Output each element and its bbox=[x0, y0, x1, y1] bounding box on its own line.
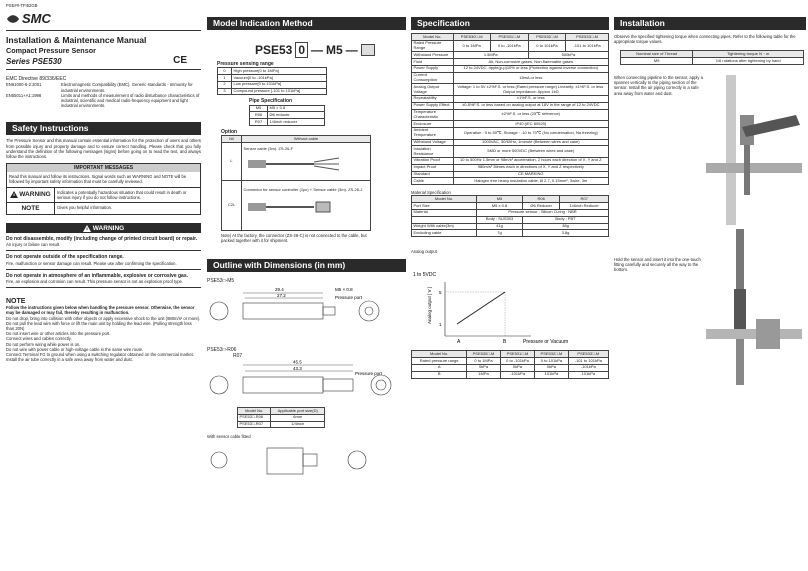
std2-text: Limits and methods of measurement of radio disturbance characteristics of industrial, scientific and medical radio-frequency equipment and light industrial environments. bbox=[61, 92, 200, 109]
outline-label-r06: PSE53□-R06 bbox=[207, 346, 237, 353]
safety-header: Safety Instructions bbox=[6, 122, 201, 135]
manual-subtitle: Compact Pressure Sensor bbox=[6, 46, 96, 56]
note-bullet: Connect Terminal FG to ground when using a switching regulator obtained on the commercial market. bbox=[6, 352, 194, 358]
spec-row: Power Supply Effect ±0.8%F.S. or less based on analog output at 18V in the range of 12 to 24VDC bbox=[412, 102, 609, 109]
doc-code: PSE##-TFI52GB bbox=[6, 3, 38, 8]
option-footnote: Note) At the factory, the connector (ZS-28-C) is not connected to the cable, but packed together with it for shipment. bbox=[221, 232, 367, 244]
note-label: NOTE bbox=[7, 203, 55, 214]
spec-row: Analog Output Voltage Voltage: 1 to 5V ±2%F.S. or less (Rated pressure range) Linearity: ±1%F.S. or less. Output impedance: Approx 1kΩ bbox=[412, 84, 609, 96]
r06-dimension-drawing bbox=[207, 359, 406, 407]
note-bullet: Do not wire with power cable or high-voltage cable in the same wire route. bbox=[6, 346, 144, 352]
outline-label-r07: R07 bbox=[233, 352, 243, 359]
connector-cable-image bbox=[244, 193, 354, 223]
spanner-install-image bbox=[706, 75, 802, 225]
spec-row: Cable Halogen free heavy insulation cable, Ø 2.7, 0.15mm², 3wire, 3m bbox=[412, 178, 609, 185]
model-code-prefix: PSE53 bbox=[255, 43, 293, 57]
svg-text:27.2: 27.2 bbox=[277, 292, 286, 298]
spec-row: Fluid Air, Non-corrosive gases, Non-flammable gases bbox=[412, 59, 609, 66]
warning-banner: WARNING bbox=[6, 223, 201, 233]
column-3 bbox=[411, 0, 609, 571]
note-bullet: Do not perform wiring while power is on. bbox=[6, 341, 81, 347]
torque-table: Nominal size of Thread Tightening torque N・m M5 1/6 rotations after tightening by hand bbox=[620, 50, 804, 65]
note-bullets bbox=[6, 316, 201, 363]
one-touch-fitting-image bbox=[706, 229, 802, 385]
option-table: Nil Without cable L Sensor cable (3m). ZS-26-F C2L Connector for sensor controller (1pc) + Sensor cable (3m). ZS-26-J bbox=[221, 135, 371, 231]
warning-list bbox=[6, 236, 201, 284]
material-header: Material Specification bbox=[411, 190, 451, 196]
model-code-pipe: M5 bbox=[326, 43, 343, 57]
svg-text:29.4: 29.4 bbox=[275, 286, 284, 292]
warning-triangle-icon bbox=[83, 225, 91, 232]
analog-header: Analog output bbox=[411, 249, 437, 255]
range-header: Pressure sensing range bbox=[217, 61, 274, 67]
install-intro: Observe the specified tightening torque when connecting pipes. Refer to the following table for the appropriate torque values. bbox=[614, 34, 796, 45]
analog-table: Model No. PSE530□-M PSE531□-M PSE532□-M PSE533□-M Rated pressure range 0 to 1MPa 0 to -101kPa 0 to 101kPa -101 to 101kPa A 0kPa 0kPa 0kPa -101kPa B 1MPa -101kPa 101kPa 101kPa bbox=[411, 350, 609, 378]
note-bullet: Do not pull the lead wire with force or lift the main unit by holding the lead wire. (Pulling strength less than 20N) bbox=[6, 320, 192, 332]
ce-mark: CE bbox=[173, 55, 187, 67]
svg-text:Pressure port: Pressure port bbox=[335, 294, 363, 300]
important-box bbox=[6, 163, 201, 215]
spec-table: Model No. PSE530□-M PSE531□-M PSE532□-M PSE533□-M Rated Pressure Range 0 to 1MPa 0 to -101kPa 0 to 101kPa -101 to 101kPa Withstand Pressure 1.5MPa 500kPa Fluid Air, Non-corrosive gases, Non-flammable gases Power Supply 12 to 24VDC, ripple(p-p)10% or less (Protection against inverse connection) Current Consumption 15mA or less Analog Output Voltage Voltage: 1 to 5V ±2%F.S. or less (Rated pressure range) Linearity: ±1%F.S. or less. Output impedance: Approx 1kΩ Repeatability ±1%F.S. or less Power Supply Effect ±0.8%F.S. or less based on analog output at 18V in the range of 12 to 24VDC Temperature Characteristic ±2%F.S. or less (25℃ reference) Enclosure IP40 (IEC 60529) Ambient Temperature Operation : 0 to 50℃, Storage : -10 to 70℃ (No condensation, No freezing) Withstand Voltage 1000VAC, 50/60Hz, 1minute (Between wires and case) Insulation Resistance 5MΩ or more 500VDC (Between wires and case) Vibration Proof 10 to 500Hz 1.5mm or 98m/s² acceleration, 2 hours each direction of X, Y and Z Impact Proof 980m/s² 3times each in directions of X, Y and Z respectively Standard CE MARKING Cable Halogen free heavy insulation cable, Ø 2.7, 0.15mm², 3wire, 3m bbox=[411, 33, 609, 185]
note-header: NOTE bbox=[6, 298, 26, 306]
note-bullet: Connect wires and cables correctly. bbox=[6, 336, 72, 342]
spec-row: Impact Proof 980m/s² 3times each in directions of X, Y and Z respectively bbox=[412, 164, 609, 171]
spec-row: Current Consumption 15mA or less bbox=[412, 72, 609, 84]
brand-row bbox=[6, 11, 201, 26]
model-code-option-box bbox=[361, 44, 375, 56]
outline-label-cable: With sensor cable fitted bbox=[207, 434, 251, 440]
port-size-table: Model No. Applicable port size(D) PSE53□-R06 6mm PSE53□-R07 1/4inch bbox=[237, 407, 325, 428]
column-2 bbox=[207, 0, 406, 571]
spec-row: Vibration Proof 10 to 500Hz 1.5mm or 98m/s² acceleration, 2 hours each direction of X, Y and Z bbox=[412, 157, 609, 164]
pipe-table: M5 M5 × 0.8 R06 Ø6 reducer R07 1/4inch reducer bbox=[249, 105, 325, 126]
warning-definition: Indicates a potentially hazardous situation that could result in death or serious injury if you do not follow instructions. bbox=[57, 189, 187, 200]
spec-row: Repeatability ±1%F.S. or less bbox=[412, 95, 609, 102]
std1-id: EN61000-6-2:2001 bbox=[6, 82, 42, 88]
spec-header: Specification bbox=[411, 17, 609, 30]
install-header: Installation bbox=[614, 17, 806, 30]
warning-label: WARNING bbox=[7, 188, 55, 202]
series-name: Series PSE530 bbox=[6, 56, 62, 66]
material-table: Model No. M5 R06 R07 Port Size M5 x 0.8 Ø6 Reducer 1/4inch Reducer Material Pressure sensor : Silicon O-ring : NBR Body : SUS303 Body : PBT Weight With cable(3m) 41g 38g Excluding cable 7g 3.8g bbox=[411, 195, 609, 237]
svg-text:1 to 5VDC: 1 to 5VDC bbox=[413, 272, 437, 279]
outline-label-m5: PSE53□-M5 bbox=[207, 278, 235, 285]
spec-row: Withstand Pressure 1.5MPa 500kPa bbox=[412, 52, 609, 59]
warning-item: Do not disassemble, modify (including change of printed circuit board) or repair. An injury or failure can result. bbox=[6, 236, 198, 248]
safety-intro: The Pressure Sensor and this manual contain essential information for the protection of users and others from possible injury and property damage and to ensure correct handling. Please check that you fully understand the definition of the following messages (signs) before going on to read the text, and always follow the instructions. bbox=[6, 138, 201, 160]
range-table: 0 High pressure[0 to 1MPa] 1 Vacuum[0 to -101kPa] 2 Low pressure[0 to 101kPa] 3 Compound pressure [-101 to 101kPa] bbox=[217, 67, 327, 95]
column-4 bbox=[614, 0, 806, 571]
warning-triangle-icon bbox=[10, 191, 18, 198]
pipe-header: Pipe Specification bbox=[249, 98, 293, 105]
svg-text:M5 × 0.8: M5 × 0.8 bbox=[335, 286, 353, 292]
m5-dimension-drawing bbox=[207, 285, 406, 341]
std1-text: Electromagnetic Compatibility (EMC). Generic standards - Immunity for industrial environments. bbox=[61, 82, 193, 93]
spec-row: Ambient Temperature Operation : 0 to 50℃, Storage : -10 to 70℃ (No condensation, No freezing) bbox=[412, 127, 609, 139]
note-bullet: Do not insert wire or other articles into the pressure port. bbox=[6, 331, 111, 337]
analog-output-line bbox=[457, 292, 505, 324]
manual-title: Installation & Maintenance Manual bbox=[6, 35, 147, 46]
outline-header: Outline with Dimensions (in mm) bbox=[207, 259, 406, 272]
svg-text:Analog output [ V ]: Analog output [ V ] bbox=[427, 287, 432, 325]
svg-text:Pressure port: Pressure port bbox=[355, 371, 383, 376]
note-lead: Follow the instructions given below when handling the pressure sensor. Otherwise, the sensor may be damaged or may fail, thereby resulting in malfunction. bbox=[6, 305, 195, 316]
note-definition: Gives you helpful information. bbox=[57, 205, 113, 211]
model-code-box: 0 bbox=[295, 42, 308, 58]
brand-name: SMC bbox=[22, 11, 51, 27]
svg-text:B: B bbox=[503, 339, 507, 346]
spec-row: Rated Pressure Range 0 to 1MPa 0 to -101kPa 0 to 101kPa -101 to 101kPa bbox=[412, 40, 609, 52]
spec-row: Withstand Voltage 1000VAC, 50/60Hz, 1minute (Between wires and case) bbox=[412, 139, 609, 146]
svg-text:A: A bbox=[457, 339, 461, 346]
note-bullet: Do not drop, bring into collision with other objects or apply excessive shock to the unit (980m/s² or more). bbox=[6, 315, 201, 321]
install-step2: Hold the sensor and insert it into the one-touch fitting carefully and securely all the way to the bottom. bbox=[614, 257, 701, 273]
spec-row: Standard CE MARKING bbox=[412, 171, 609, 178]
smc-logo-icon bbox=[6, 13, 20, 25]
spec-row: Power Supply 12 to 24VDC, ripple(p-p)10% or less (Protection against inverse connection) bbox=[412, 65, 609, 72]
cable-dimension-drawing bbox=[207, 440, 406, 484]
svg-text:5: 5 bbox=[439, 290, 442, 296]
note-bullet: Install the air tube correctly in a safe area away from water and dust. bbox=[6, 357, 133, 363]
column-1 bbox=[6, 0, 201, 571]
spec-row: Insulation Resistance 5MΩ or more 500VDC (Between wires and case) bbox=[412, 146, 609, 158]
svg-text:43.3: 43.3 bbox=[293, 366, 302, 371]
spec-row: Temperature Characteristic ±2%F.S. or less (25℃ reference) bbox=[412, 109, 609, 121]
std2-id: EN55011+A1:1998 bbox=[6, 92, 42, 98]
spec-row: Enclosure IP40 (IEC 60529) bbox=[412, 121, 609, 128]
emc-directive: EMC Directive 89/336/EEC bbox=[6, 76, 67, 83]
warning-item: Do not operate outside of the specification range. Fire, malfunction or sensor damage can result. Please use after confirming the specification. bbox=[6, 254, 177, 266]
important-text: Read this manual and follow its instructions. Signal words such as WARNING and NOTE will be followed by important safety information that must be carefully reviewed. bbox=[9, 174, 187, 185]
sensor-cable-image bbox=[244, 152, 354, 176]
analog-output-chart bbox=[411, 254, 609, 350]
model-header: Model Indication Method bbox=[207, 17, 406, 30]
install-step1: When connecting pipeline to the sensor, apply a spanner vertically to the piping section of the sensor. Install the air piping correctly in a safe area away from water and dust. bbox=[614, 75, 703, 96]
model-code: PSE53 0 — M5 — bbox=[255, 42, 406, 58]
warning-item: Do not operate in atmosphere of an inflammable, explosive or corrosive gas. Fire, an explosion and corrosion can result. This pressure sensor is not an explosion proof type. bbox=[6, 272, 188, 285]
svg-text:1: 1 bbox=[439, 322, 442, 328]
option-header: Option bbox=[221, 128, 238, 135]
important-header: IMPORTANT MESSAGES bbox=[7, 164, 200, 172]
svg-text:Pressure or Vacuum: Pressure or Vacuum bbox=[523, 339, 569, 346]
svg-text:45.5: 45.5 bbox=[293, 359, 302, 365]
